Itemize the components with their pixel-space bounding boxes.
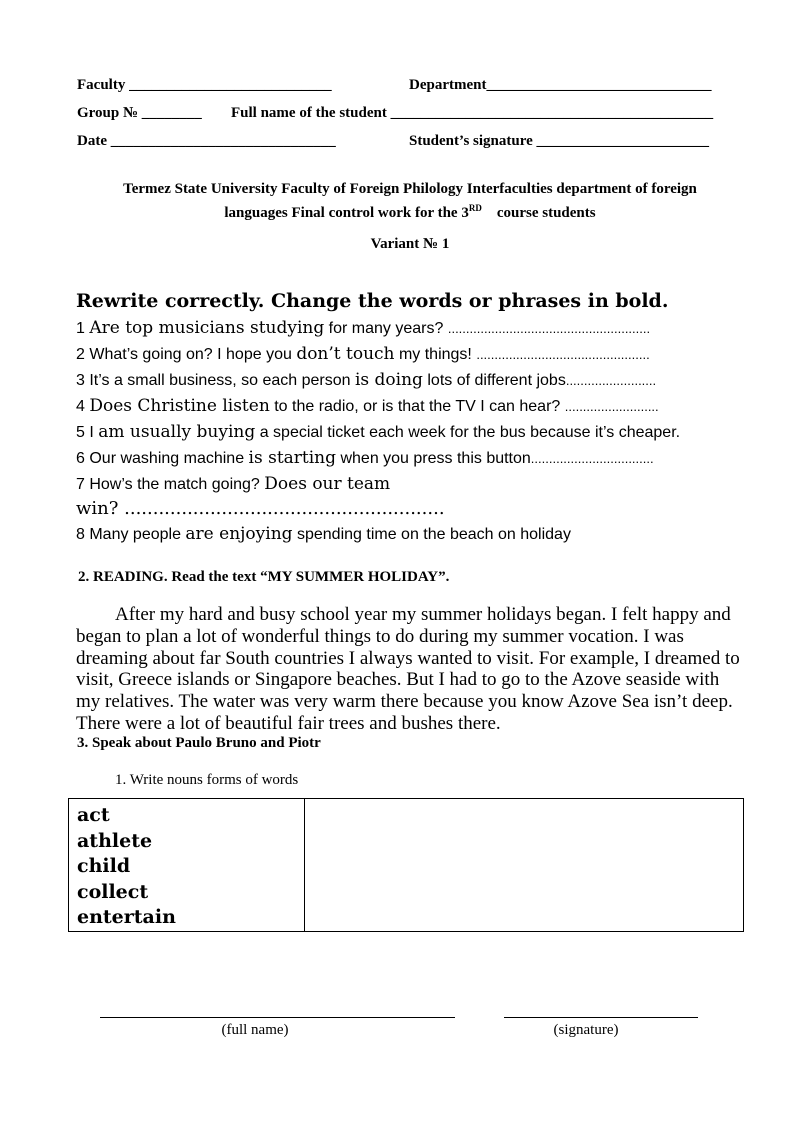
exercise-item: 8 Many people are enjoying spending time on the beach on holiday (76, 524, 571, 544)
word-item: collect (77, 880, 149, 903)
exercise-item: 3 It’s a small business, so each person is doing lots of different jobs......................... (76, 370, 657, 390)
nouns-task-instruction: 1. Write nouns forms of words (115, 772, 299, 788)
task-1-instruction: Rewrite correctly. Change the words or phrases in bold. (76, 290, 669, 312)
reading-line: There were a lot of beautiful fair trees and bushes there. (76, 712, 501, 734)
full-name-label: (full name) (221, 1022, 289, 1038)
student-signature-field: Student’s signature _______________________ (409, 133, 710, 149)
reading-line: After my hard and busy school year my summer holidays began. I felt happy and (115, 604, 731, 625)
variant-label: Variant № 1 (370, 236, 450, 252)
exercise-item: 7 How’s the match going? Does our team (76, 474, 391, 494)
reading-line: dreaming about far South countries I always wanted to visit. For example, I dreamed to (76, 647, 740, 669)
noun-forms-table (68, 798, 744, 932)
date-field: Date ______________________________ (77, 133, 336, 149)
word-item: act (77, 804, 110, 826)
exercise-item: 1 Are top musicians studying for many years? ........................................................ (76, 318, 651, 338)
answer-cell[interactable] (305, 799, 744, 932)
exercise-item: 4 Does Christine listen to the radio, or is that the TV I can hear? .......................... (76, 396, 659, 416)
word-item: athlete (77, 829, 153, 852)
signature-label: (signature) (553, 1022, 619, 1038)
signature-line[interactable] (504, 1017, 698, 1018)
section-2-heading: 2. READING. Read the text “MY SUMMER HOLIDAY”. (78, 569, 450, 585)
word-item: child (77, 855, 131, 877)
title-line-2: languages Final control work for the 3RD course students (224, 203, 596, 221)
student-name-field: Full name of the student ___________________________________________ (231, 105, 714, 121)
faculty-field: Faculty ___________________________ (77, 77, 332, 93)
word-item: entertain (77, 906, 176, 928)
exercise-item: 5 I am usually buying a special ticket each week for the bus because it’s cheaper. (76, 422, 681, 442)
exercise-item-continuation: win? ........................................................ (76, 498, 445, 519)
section-3-heading: 3. Speak about Paulo Bruno and Piotr (77, 735, 321, 751)
reading-line: began to plan a lot of wonderful things to do during my summer vocation. I was (76, 625, 684, 647)
department-field: Department______________________________ (409, 77, 712, 93)
reading-line: my relatives. The water was very warm there because you know Azove Sea isn’t deep. (76, 691, 733, 713)
document-title (80, 180, 740, 223)
exercise-item: 6 Our washing machine is starting when you press this button.................................. (76, 448, 654, 468)
exercise-item: 2 What’s going on? I hope you don’t touch my things! ................................................ (76, 344, 650, 364)
title-line-1: Termez State University Faculty of Foreign Philology Interfaculties department of foreign (123, 181, 697, 197)
reading-line: visit, Greece islands or Singapore beaches. But I had to go to the Azove seaside with (76, 669, 720, 691)
group-field: Group № ________ (77, 105, 202, 121)
reading-text (76, 604, 756, 735)
words-column (69, 799, 305, 932)
full-name-line[interactable] (100, 1017, 455, 1018)
title-superscript: RD (468, 203, 482, 213)
